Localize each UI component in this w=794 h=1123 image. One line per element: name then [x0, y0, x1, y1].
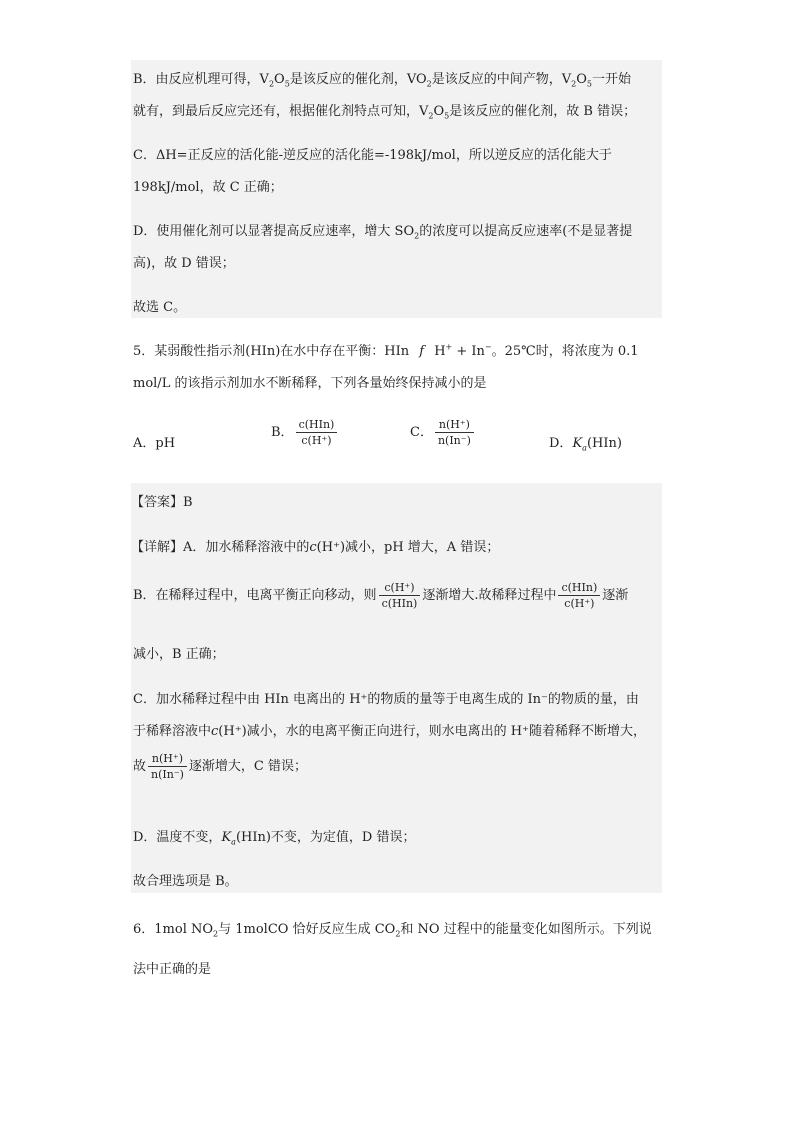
q5-detail-d: D．温度不变，$K_a(HIn)$不变，为定值，D 错误； [133, 830, 416, 847]
q5-detail-c-line1: C．加水稀释过程中由 HIn 电离出的 H⁺的物质的量等于电离生成的 In⁻的物质的量，由 [133, 692, 639, 707]
q5-detail-c-line3: 故 $\frac{n(H^+)}{n(In^-)}$ 逐渐增大，C 错误； [133, 752, 308, 781]
q4-c-line2: 198kJ/mol，故 C 正确； [133, 180, 283, 195]
q5-detail-c-fraction: $\frac{n(H^+)}{n(In^-)}$ [148, 752, 187, 781]
q5-detail-b-fraction-1: $\frac{c(H^+)}{\text{c(HIn)}}$ [379, 581, 421, 610]
q5-detail-b-fraction-2: $\frac{\text{c(HIn)}}{c(H^+)}$ [558, 581, 600, 610]
q4-b-line2: 就有，到最后反应完还有，根据催化剂特点可知，$V_2O_5$是该反应的催化剂，故 B 错误； [133, 104, 637, 121]
q5-answer: 【答案】B [131, 495, 193, 510]
q5-conclusion: 故合理选项是 B。 [133, 874, 238, 889]
q5-detail-a: 【详解】A．加水稀释溶液中的c(H⁺)减小，pH 增大，A 错误； [131, 540, 500, 555]
q5-option-c-fraction: $\frac{n(H^+)}{n(In^-)}$ [435, 418, 474, 447]
q5-option-c: C． $\frac{n(H^+)}{n(In^-)}$ [410, 418, 476, 447]
q5-option-b: B． $\frac{\text{c(HIn)}}{c(H^+)}$ [271, 418, 339, 447]
q5-option-d: D．$K_a(HIn)$ [549, 436, 622, 453]
q5-detail-b-line2: 减小，B 正确； [133, 647, 225, 662]
equilibrium-arrow-glyph: f [419, 344, 425, 359]
q5-option-a: A．pH [133, 436, 176, 451]
q5-detail-c-line2: 于稀释溶液中c(H⁺)减小，水的电离平衡正向进行，则水电离出的 H⁺随着稀释不断增大， [133, 724, 646, 739]
q4-conclusion: 故选 C。 [133, 300, 187, 315]
q4-d-line1: D．使用催化剂可以显著提高反应速率，增大 $SO_2$的浓度可以提高反应速率(不是显著提 [133, 224, 633, 241]
q4-c-line1: C．ΔH=正反应的活化能-逆反应的活化能=-198kJ/mol，所以逆反应的活化能大于 [133, 148, 612, 163]
q6-stem-line2: 法中正确的是 [133, 962, 212, 977]
q4-b-line1: B．由反应机理可得，$V_2O_5$是该反应的催化剂，$VO_2$是该反应的中间产物，$V_2O_5$一开始 [133, 72, 631, 89]
q6-stem-line1: 6．1mol $NO_2$与 1molCO 恰好反应生成 $CO_2$和 NO 过程中的能量变化如图所示。下列说 [133, 922, 652, 939]
q4-d-line2: 高)，故 D 错误； [133, 256, 235, 271]
q5-option-b-fraction: $\frac{\text{c(HIn)}}{c(H^+)}$ [296, 418, 338, 447]
q5-stem-line2: mol/L 的该指示剂加水不断稀释，下列各量始终保持减小的是 [133, 376, 487, 391]
q5-stem-line1: 5．某弱酸性指示剂(HIn)在水中存在平衡：HIn f H+ + In−。25℃时，将浓度为 0.1 [133, 342, 639, 359]
q5-detail-b-line1: B．在稀释过程中，电离平衡正向移动，则 $\frac{c(H^+)}{\text{c(HIn)}}$ 逐渐增大.故稀释过程中 $\frac{\text{c(HIn)}}{c(H^+)}$ 逐渐 [133, 581, 629, 610]
